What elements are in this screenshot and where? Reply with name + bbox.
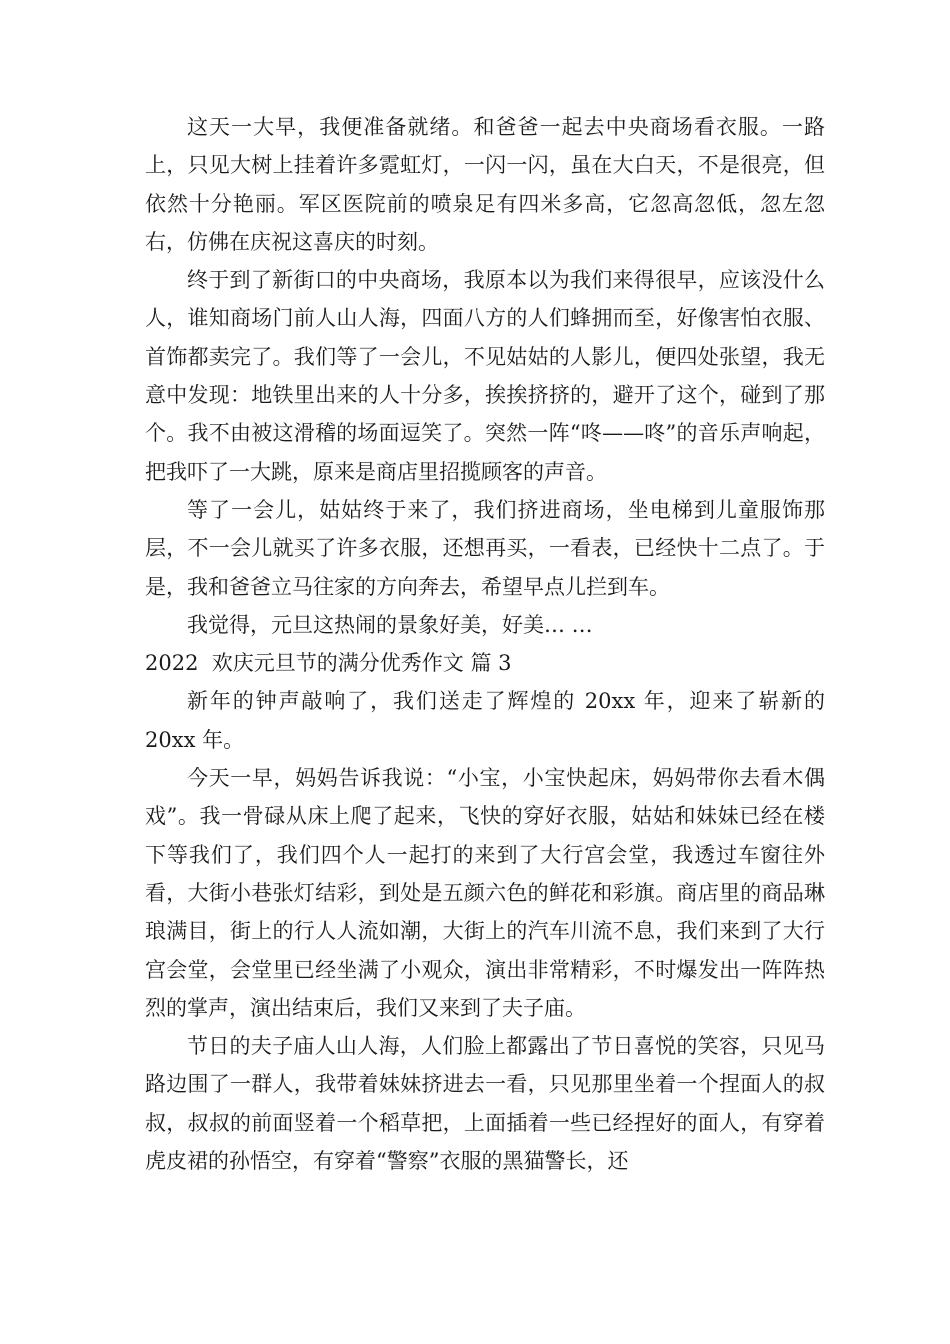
paragraph-7: 节日的夫子庙人山人海，人们脸上都露出了节日喜悦的笑容，只见马路边围了一群人，我带着妹妹挤进去一看，只见那里坐着一个捏面人的叔叔，叔叔的前面竖着一个稻草把，上面插着一些已经捏好的面人，有穿着虎皮裙的孙悟空，有穿着“警察”衣服的黑猫警长，还 — [145, 1034, 825, 1174]
paragraph-4: 我觉得，元旦这热闹的景象好美，好美… … — [187, 612, 593, 637]
section-heading: 2022 欢庆元旦节的满分优秀作文 篇 3 — [145, 651, 512, 676]
paragraph-6: 今天一早，妈妈告诉我说：“小宝，小宝快起床，妈妈带你去看木偶戏”。我一骨碌从床上爬了起来，飞快的穿好衣服，姑姑和妹妹已经在楼下等我们了，我们四个人一起打的来到了大行宫会堂，我透过车窗往外看，大街小巷张灯结彩，到处是五颜六色的鲜花和彩旗。商店里的商品琳琅满目，街上的行人人流如潮，大街上的汽车川流不息，我们来到了大行宫会堂，会堂里已经坐满了小观众，演出非常精彩，不时爆发出一阵阵热烈的掌声，演出结束后，我们又来到了夫子庙。 — [145, 766, 825, 1020]
document-page — [145, 108, 825, 1180]
paragraph-1: 这天一大早，我便准备就绪。和爸爸一起去中央商场看衣服。一路上，只见大树上挂着许多霓虹灯，一闪一闪，虽在大白天，不是很亮，但依然十分艳丽。军区医院前的喷泉足有四米多高，它忽高忽低，忽左忽右，仿佛在庆祝这喜庆的时刻。 — [145, 115, 825, 254]
paragraph-2: 终于到了新街口的中央商场，我原本以为我们来得很早，应该没什么人，谁知商场门前人山人海，四面八方的人们蜂拥而至，好像害怕衣服、首饰都卖完了。我们等了一会儿，不见姑姑的人影儿，便四处张望，我无意中发现：地铁里出来的人十分多，挨挨挤挤的，避开了这个，碰到了那个。我不由被这滑稽的场面逗笑了。突然一阵“咚——咚”的音乐声响起，把我吓了一大跳，原来是商店里招揽顾客的声音。 — [145, 268, 825, 484]
paragraph-5: 新年的钟声敲响了，我们送走了辉煌的 20xx 年，迎来了崭新的 20xx 年。 — [145, 689, 825, 752]
paragraph-3: 等了一会儿，姑姑终于来了，我们挤进商场，坐电梯到儿童服饰那层，不一会儿就买了许多衣服，还想再买，一看表，已经快十二点了。于是，我和爸爸立马往家的方向奔去，希望早点儿拦到车。 — [145, 497, 825, 599]
